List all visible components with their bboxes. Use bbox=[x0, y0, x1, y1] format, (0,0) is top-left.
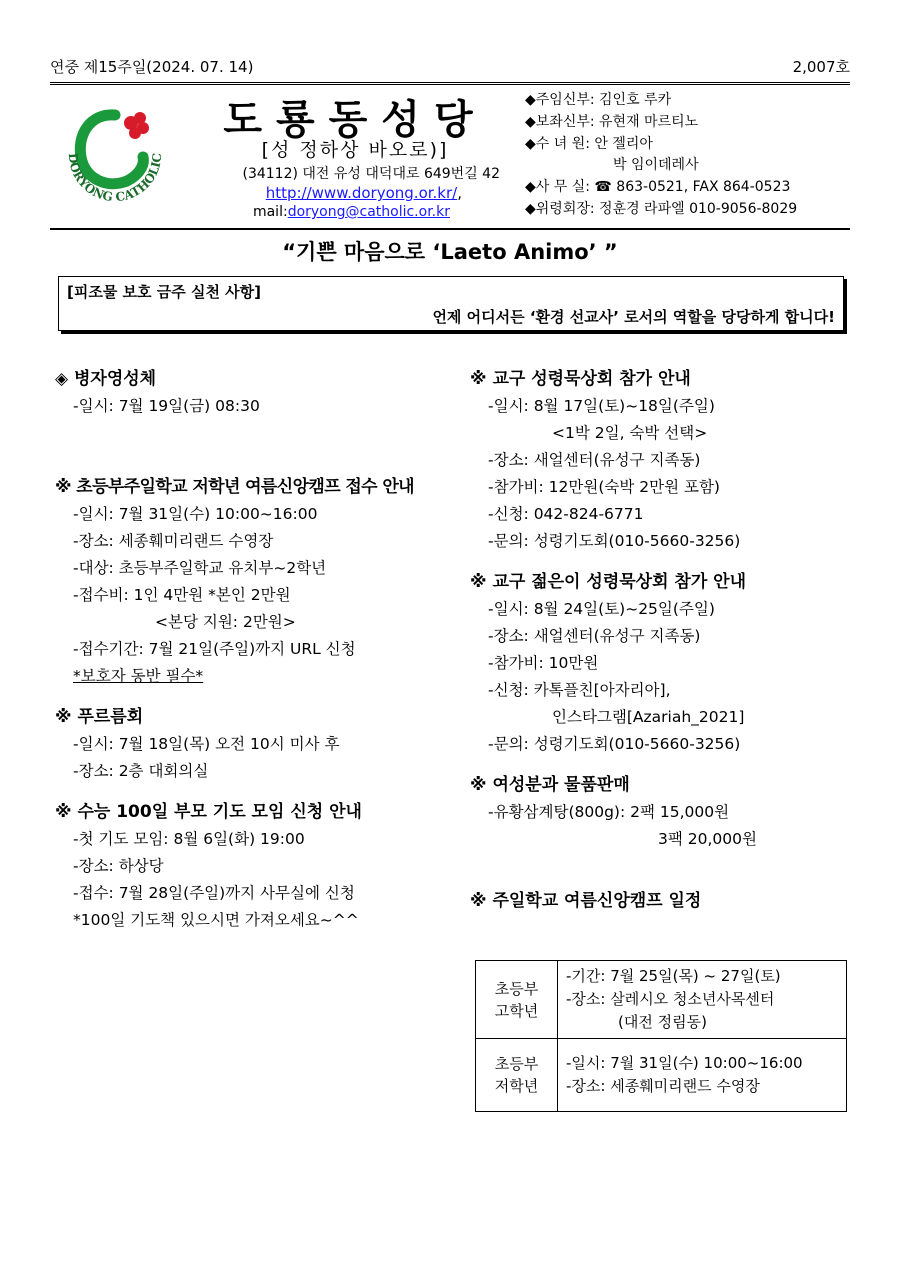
patron-saint: [성 정하상 바오로)] bbox=[261, 139, 449, 161]
staff-condolence: ◆위령회장: 정훈경 라파엘 010-9056-8029 bbox=[525, 200, 798, 217]
section-item: -참가비: 10만원 bbox=[488, 654, 599, 672]
section-item: -접수: 7월 28일(주일)까지 사무실에 신청 bbox=[73, 884, 355, 902]
header-top-rule bbox=[50, 82, 850, 85]
mail-line bbox=[200, 204, 450, 220]
section-title: ◈ 병자영성체 bbox=[55, 369, 157, 389]
camp-schedule-table bbox=[475, 960, 847, 1112]
staff-assistant-priest: ◆보좌신부: 유현재 마르티노 bbox=[525, 113, 699, 130]
section-item: -유황삼계탕(800g): 2팩 15,000원 bbox=[488, 803, 730, 821]
issue-line bbox=[50, 56, 850, 80]
section-item: -장소: 2층 대회의실 bbox=[73, 762, 209, 780]
section-item: <1박 2일, 숙박 선택> bbox=[552, 424, 708, 442]
website-suffix: , bbox=[457, 184, 462, 202]
section-item: -문의: 성령기도회(010-5660-3256) bbox=[488, 735, 741, 753]
camp-place-detail: (대전 정림동) bbox=[618, 1013, 707, 1031]
right-column bbox=[470, 366, 860, 915]
sunday-camp-section bbox=[470, 888, 860, 915]
section-title: ※ 여성분과 물품판매 bbox=[470, 775, 630, 795]
mail-label: mail: bbox=[252, 204, 288, 220]
grade-label: 고학년 bbox=[494, 1001, 539, 1020]
section-item: -일시: 7월 18일(목) 오전 10시 미사 후 bbox=[73, 735, 340, 753]
section-item: -장소: 새얼센터(유성구 지족동) bbox=[488, 451, 701, 469]
section-title: ※ 교구 젊은이 성령묵상회 참가 안내 bbox=[470, 572, 747, 592]
issue-date: 연중 제15주일(2024. 07. 14) bbox=[50, 58, 254, 76]
table-row bbox=[476, 961, 847, 1039]
table-row bbox=[476, 1039, 847, 1112]
creation-care-notice bbox=[58, 276, 844, 331]
section-item: -참가비: 12만원(숙박 2만원 포함) bbox=[488, 478, 720, 496]
women-sale-section bbox=[470, 772, 860, 853]
section-item: -일시: 8월 24일(토)~25일(주일) bbox=[488, 600, 715, 618]
info-cell bbox=[558, 1039, 847, 1112]
section-item: -일시: 7월 19일(금) 08:30 bbox=[73, 397, 260, 415]
staff-office: ◆사 무 실: ☎ 863-0521, FAX 864-0523 bbox=[525, 179, 791, 196]
section-title: ※ 수능 100일 부모 기도 모임 신청 안내 bbox=[55, 802, 362, 822]
youth-retreat-section bbox=[470, 569, 860, 758]
exam-prayer-section bbox=[55, 799, 455, 934]
notice-heading: [피조물 보호 금주 실천 사항] bbox=[67, 283, 261, 301]
staff-pastor: ◆주임신부: 김인호 루카 bbox=[525, 92, 672, 108]
staff-convent: ◆수 녀 원: 안 젤리아 bbox=[525, 135, 653, 152]
camp-place: -장소: 살레시오 청소년사목센터 bbox=[566, 990, 775, 1008]
staff-list bbox=[525, 90, 797, 221]
section-title: ※ 주일학교 여름신앙캠프 일정 bbox=[470, 891, 702, 911]
grade-label: 저학년 bbox=[494, 1077, 539, 1095]
section-item: -일시: 8월 17일(토)~18일(주일) bbox=[488, 397, 715, 415]
section-item: -신청: 042-824-6771 bbox=[488, 505, 644, 523]
section-item: -접수기간: 7월 21일(주일)까지 URL 신청 bbox=[73, 640, 356, 658]
logo-text-path: DORYONG CATHOLIC bbox=[65, 152, 165, 205]
website-link[interactable]: http://www.doryong.or.kr/ bbox=[265, 184, 458, 202]
section-item: -첫 기도 모임: 8월 6일(화) 19:00 bbox=[73, 830, 305, 848]
section-item: -일시: 7월 31일(수) 10:00~16:00 bbox=[73, 505, 318, 523]
section-item: 인스타그램[Azariah_2021] bbox=[552, 708, 745, 726]
grade-label: 초등부 bbox=[494, 1055, 539, 1073]
left-column bbox=[55, 366, 455, 934]
info-cell bbox=[558, 961, 847, 1039]
section-title: ※ 초등부주일학교 저학년 여름신앙캠프 접수 안내 bbox=[55, 477, 414, 497]
grade-label: 초등부 bbox=[494, 979, 539, 998]
parish-logo bbox=[55, 95, 175, 215]
motto: “기쁜 마음으로 ‘Laeto Animo’ ” bbox=[282, 240, 618, 264]
section-item: <본당 지원: 2만원> bbox=[155, 613, 296, 631]
camp-place: -장소: 세종훼미리랜드 수영장 bbox=[566, 1077, 760, 1095]
camp-period: -기간: 7월 25일(목) ~ 27일(토) bbox=[566, 967, 781, 985]
section-item: -문의: 성령기도회(010-5660-3256) bbox=[488, 532, 741, 550]
issue-number: 2,007호 bbox=[792, 58, 850, 76]
legion-section bbox=[55, 704, 455, 785]
parish-address: (34112) 대전 유성 대덕대로 649번길 42 bbox=[242, 166, 500, 182]
camp-date: -일시: 7월 31일(수) 10:00~16:00 bbox=[566, 1054, 803, 1072]
section-item: -신청: 카톡플친[아자리아], bbox=[488, 681, 671, 699]
guardian-note: *보호자 동반 필수* bbox=[73, 667, 204, 685]
section-item: 3팩 20,000원 bbox=[658, 830, 757, 848]
section-title: ※ 푸르름회 bbox=[55, 707, 144, 727]
notice-text: 언제 어디서든 ‘환경 선교사’ 로서의 역할을 당당하게 합니다! bbox=[432, 308, 835, 326]
section-item: -대상: 초등부주일학교 유치부~2학년 bbox=[73, 559, 327, 577]
section-item: -장소: 새얼센터(유성구 지족동) bbox=[488, 627, 701, 645]
section-item: -장소: 하상당 bbox=[73, 857, 164, 875]
header-bottom-rule bbox=[50, 228, 850, 230]
diocese-retreat-section bbox=[470, 366, 860, 555]
section-item: -접수비: 1인 4만원 *본인 2만원 bbox=[73, 586, 291, 604]
website-line bbox=[200, 184, 462, 202]
elementary-camp-section bbox=[55, 474, 455, 690]
section-item: *100일 기도책 있으시면 가져오세요~^^ bbox=[73, 911, 359, 929]
section-item: -장소: 세종훼미리랜드 수영장 bbox=[73, 532, 274, 550]
parish-name: 도룡동성당 bbox=[223, 96, 487, 143]
staff-convent-2: 박 임이데레사 bbox=[613, 157, 699, 174]
grade-cell bbox=[476, 1039, 558, 1112]
mail-link[interactable]: doryong@catholic.or.kr bbox=[287, 204, 450, 220]
sick-communion-section bbox=[55, 366, 455, 420]
grade-cell bbox=[476, 961, 558, 1039]
section-title: ※ 교구 성령묵상회 참가 안내 bbox=[470, 369, 691, 389]
